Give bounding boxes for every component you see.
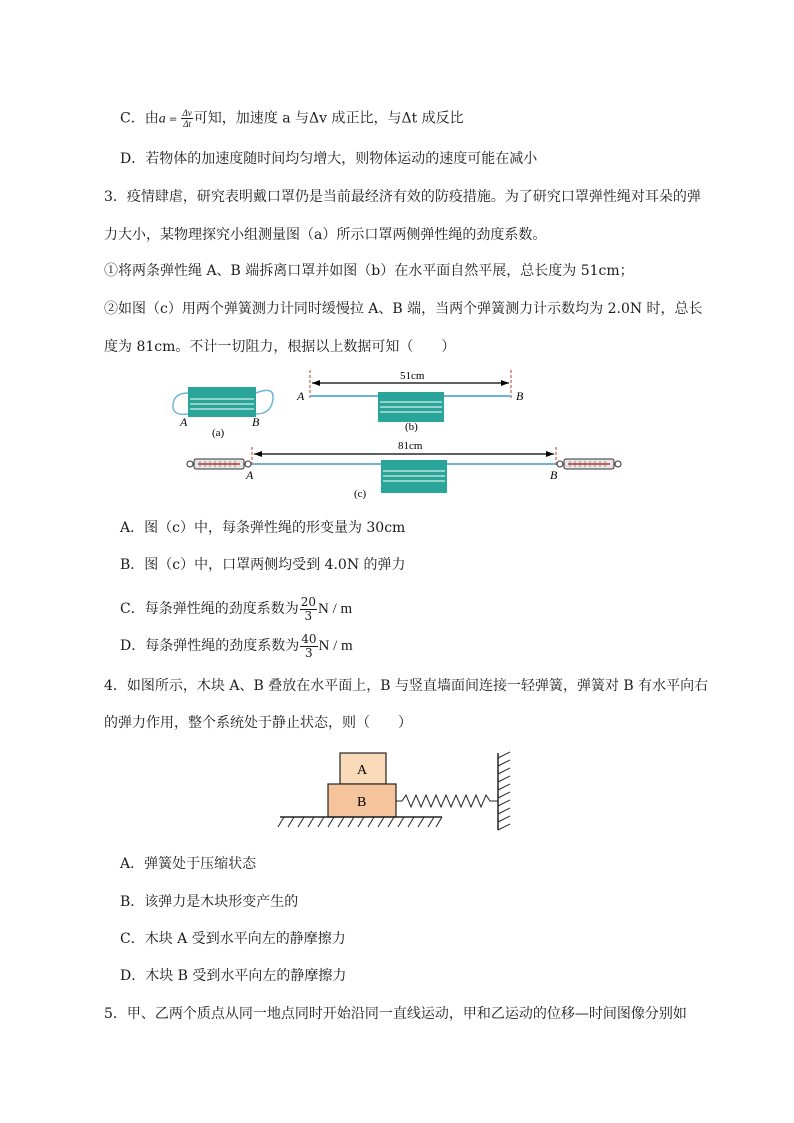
mask-a-point-a: A [180, 415, 188, 429]
q2-formula-fraction: $\frac{\Delta v}{\Delta t}$ [182, 108, 192, 129]
q3-option-d: D．每条弹性绳的劲度系数为 $\frac{40}{3}$ N / m [120, 631, 353, 660]
q2-option-c: C．由a = $\frac{\Delta v}{\Delta t}$ 可知，加速度 a 与Δv 成正比，与Δt 成反比 [120, 108, 464, 129]
rope-b-point-b: B [516, 389, 524, 403]
q3-step2-line2: 度为 81cm。不计一切阻力，根据以上数据可知（ ） [104, 339, 456, 355]
block-b-label: B [357, 795, 367, 810]
q4-stem-line2: 的弹力作用，整个系统处于静止状态，则（ ） [104, 715, 412, 731]
mask-c-figure [187, 440, 621, 500]
spring [396, 795, 498, 807]
q4-option-d: D．木块 B 受到水平向左的静摩擦力 [120, 968, 347, 984]
q3-option-a: A．图（c）中，每条弹性绳的形变量为 30cm [120, 520, 406, 536]
q3-option-c-fraction: $\frac{20}{3}$ [300, 594, 316, 623]
rope-c-point-a: A [246, 468, 254, 482]
q4-option-a: A．弹簧处于压缩状态 [120, 856, 257, 872]
figure-label-b: (b) [405, 421, 418, 433]
q3-figure [170, 366, 630, 502]
wall-hatching [498, 752, 510, 830]
rope-b-point-a: A [297, 389, 305, 403]
q4-option-b: B．该弹力是木块形变产生的 [120, 894, 299, 910]
floor-hatching [278, 817, 442, 827]
q3-step1: ①将两条弹性绳 A、B 端拆离口罩并如图（b）在水平面自然平展，总长度为 51cm； [104, 263, 634, 279]
q3-stem-line2: 力大小，某物理探究小组测量图（a）所示口罩两侧弹性绳的劲度系数。 [104, 227, 547, 243]
q5-stem-line1: 5．甲、乙两个质点从同一地点同时开始沿同一直线运动，甲和乙运动的位移—时间图像分别如 [104, 1006, 687, 1022]
q3-option-d-fraction: $\frac{40}{3}$ [301, 631, 317, 660]
figure-label-c: (c) [354, 488, 367, 500]
q3-stem-line1: 3．疫情肆虐，研究表明戴口罩仍是当前最经济有效的防疫措施。为了研究口罩弹性绳对耳朵的弹 [104, 189, 701, 205]
q3-option-b: B．图（c）中，口罩两侧均受到 4.0N 的弹力 [120, 557, 406, 573]
spring-scale-left [187, 459, 251, 469]
q3-step2-line1: ②如图（c）用两个弹簧测力计同时缓慢拉 A、B 端，当两个弹簧测力计示数均为 2.0N 时，总长 [104, 301, 703, 317]
q2-option-d: D．若物体的加速度随时间均匀增大，则物体运动的速度可能在减小 [120, 151, 538, 167]
mask-b-figure [296, 370, 524, 433]
q3-option-c: C．每条弹性绳的劲度系数为 $\frac{20}{3}$ N / m [120, 594, 353, 623]
length-81cm: 81cm [398, 440, 423, 452]
q4-option-c: C．木块 A 受到水平向左的静摩擦力 [120, 931, 346, 947]
rope-c-point-b: B [550, 468, 558, 482]
mask-a-point-b: B [252, 415, 260, 429]
block-a-label: A [357, 763, 368, 778]
length-51cm: 51cm [400, 370, 425, 382]
figure-label-a: (a) [212, 427, 225, 439]
mask-a-figure [173, 387, 273, 439]
spring-scale-right [557, 459, 621, 469]
q4-stem-line1: 4．如图所示，木块 A、B 叠放在水平面上，B 与竖直墙面间连接一轻弹簧，弹簧对 B 有水平向右 [104, 678, 709, 694]
q4-figure [276, 748, 526, 836]
